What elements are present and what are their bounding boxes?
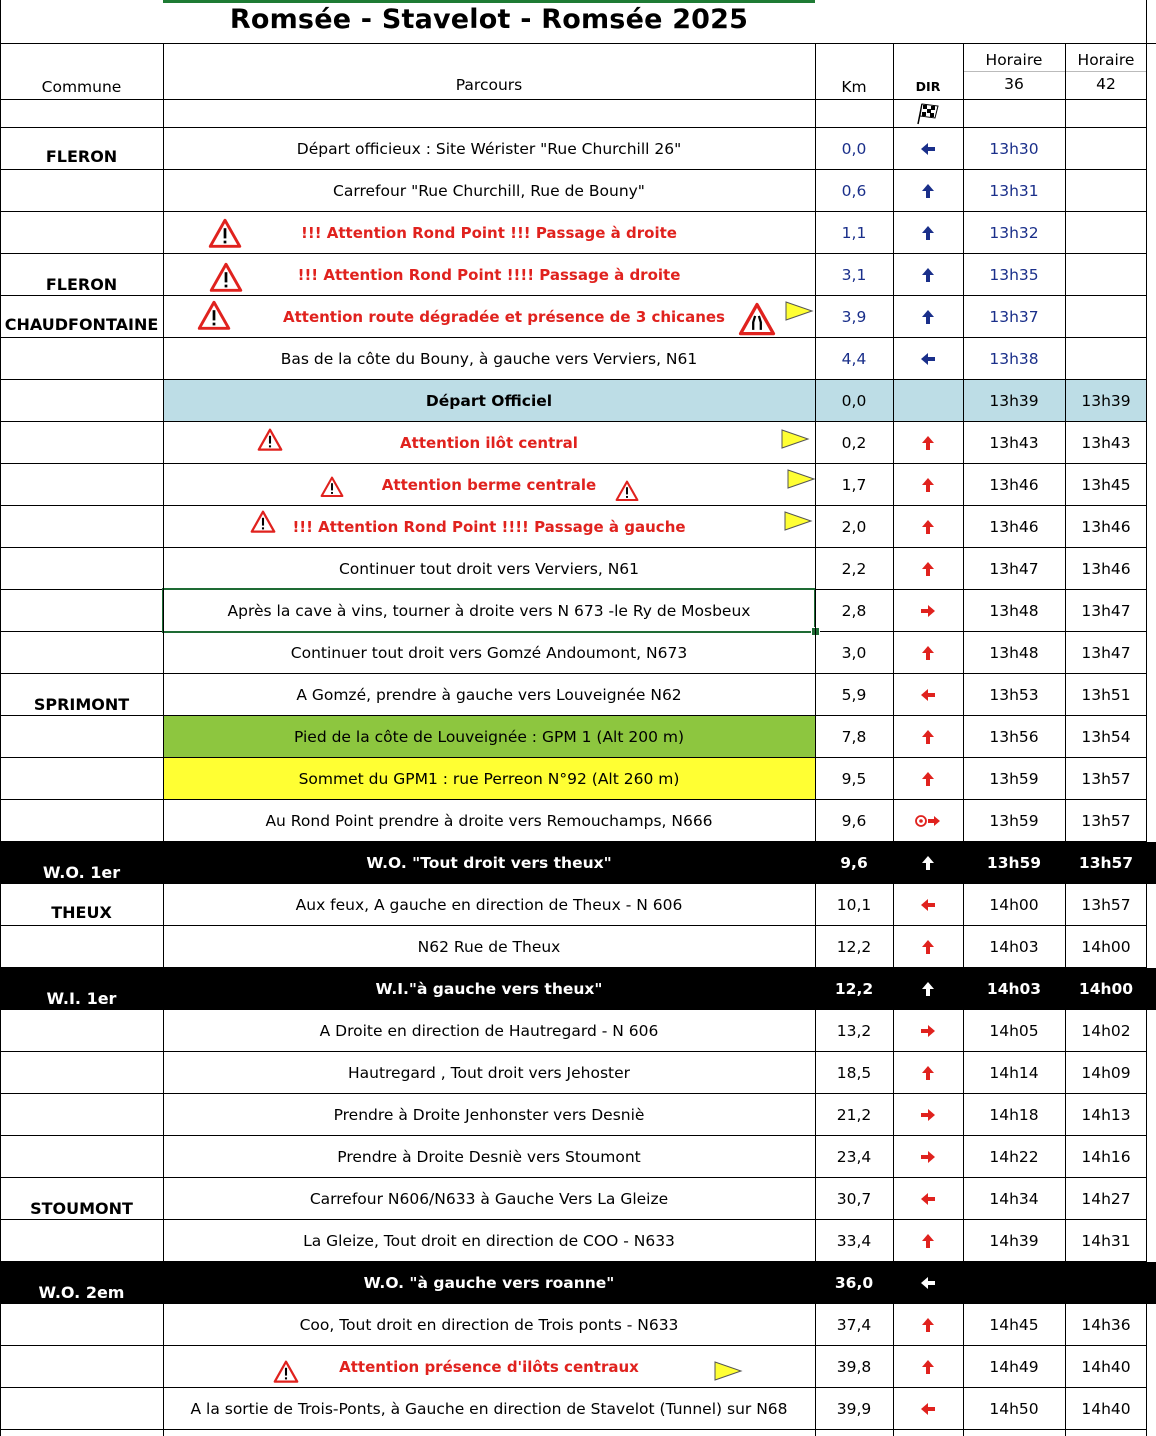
table-row: [0, 464, 1156, 506]
arrow-up-icon: [918, 937, 938, 957]
km-cell[interactable]: 3,1: [841, 266, 867, 284]
km-cell[interactable]: 3,0: [841, 644, 867, 662]
km-cell[interactable]: 4,4: [841, 350, 867, 368]
direction-cell: [893, 1346, 963, 1388]
km-cell[interactable]: 1,7: [841, 476, 867, 494]
horaire-36-cell[interactable]: 13h43: [989, 434, 1039, 452]
header-commune: Commune: [41, 78, 122, 96]
horaire-36-cell[interactable]: 14h00: [989, 896, 1039, 914]
horaire-42-cell[interactable]: 14h00: [1081, 938, 1131, 956]
header-horaire-42-label: Horaire: [1077, 51, 1135, 69]
header-horaire-36-number: 36: [1004, 75, 1024, 93]
direction-cell: [893, 674, 963, 716]
horaire-36-cell[interactable]: 14h05: [989, 1022, 1039, 1040]
horaire-42-cell[interactable]: [1065, 1262, 1147, 1304]
parcours-cell[interactable]: Coo, Tout droit en direction de Trois ponts - N633: [299, 1316, 679, 1334]
header-horaire-42: [1065, 44, 1147, 100]
horaire-42-cell[interactable]: 14h16: [1081, 1148, 1131, 1166]
checkered-flag-icon: [914, 102, 942, 126]
grid-column-line: [893, 44, 894, 1436]
warning-triangle-icon: [273, 1360, 299, 1383]
horaire-42-cell[interactable]: 13h47: [1081, 602, 1131, 620]
direction-cell: [893, 926, 963, 968]
km-cell[interactable]: 5,9: [841, 686, 867, 704]
horaire-42-cell[interactable]: [1065, 170, 1147, 212]
horaire-42-cell[interactable]: 14h02: [1081, 1022, 1131, 1040]
arrow-up-icon: [918, 769, 938, 789]
yellow-pennant-icon: [784, 300, 814, 322]
horaire-42-cell[interactable]: 13h47: [1081, 644, 1131, 662]
horaire-42-cell[interactable]: 14h36: [1081, 1316, 1131, 1334]
arrow-up-icon: [918, 979, 938, 999]
parcours-cell[interactable]: W.O. "Tout droit vers theux": [366, 854, 612, 872]
arrow-left-icon: [918, 895, 938, 915]
arrow-left-icon: [918, 1189, 938, 1209]
table-row: [0, 674, 1156, 716]
title-row: [0, 0, 1156, 44]
header-horaire-36-label: Horaire: [985, 51, 1043, 69]
horaire-42-cell[interactable]: 14h27: [1081, 1190, 1131, 1208]
horaire-42-cell[interactable]: 14h00: [1078, 980, 1134, 998]
km-cell[interactable]: 39,9: [836, 1400, 872, 1418]
direction-cell: [893, 632, 963, 674]
direction-cell: [893, 1136, 963, 1178]
table-row: [0, 380, 1156, 422]
direction-cell: [893, 212, 963, 254]
direction-cell: [893, 1010, 963, 1052]
horaire-42-cell[interactable]: [1065, 128, 1147, 170]
horaire-36-cell[interactable]: 13h59: [986, 854, 1042, 872]
commune-label: STOUMONT: [30, 1199, 133, 1218]
direction-cell: [893, 254, 963, 296]
direction-cell: [893, 842, 963, 884]
arrow-left-icon: [918, 139, 938, 159]
horaire-36-cell[interactable]: 14h22: [989, 1148, 1039, 1166]
header-row: [0, 44, 1156, 100]
horaire-42-cell[interactable]: 13h51: [1081, 686, 1131, 704]
arrow-left-icon: [918, 349, 938, 369]
table-row: [0, 1388, 1156, 1430]
direction-cell: [893, 1220, 963, 1262]
table-row: [0, 548, 1156, 590]
parcours-cell[interactable]: Attention présence d'ilôts centraux: [339, 1358, 639, 1376]
arrow-up-icon: [918, 265, 938, 285]
horaire-42-cell[interactable]: 13h43: [1081, 434, 1131, 452]
table-row: [0, 422, 1156, 464]
km-cell[interactable]: 36,0: [834, 1274, 874, 1292]
horaire-36-cell[interactable]: 13h47: [989, 560, 1039, 578]
parcours-cell[interactable]: A Droite en direction de Hautregard - N 606: [319, 1022, 659, 1040]
horaire-42-cell[interactable]: 13h57: [1081, 896, 1131, 914]
horaire-36-cell[interactable]: 14h34: [989, 1190, 1039, 1208]
direction-cell: [893, 884, 963, 926]
km-cell[interactable]: 2,2: [841, 560, 867, 578]
arrow-roundabout-right-icon: [914, 811, 942, 831]
parcours-cell[interactable]: Départ officieux : Site Wérister "Rue Churchill 26": [296, 140, 682, 158]
horaire-36-cell[interactable]: 14h45: [989, 1316, 1039, 1334]
parcours-cell[interactable]: Bas de la côte du Bouny, à gauche vers Verviers, N61: [280, 350, 698, 368]
horaire-36-cell[interactable]: 13h56: [989, 728, 1039, 746]
horaire-36-cell[interactable]: 14h03: [986, 980, 1042, 998]
km-cell[interactable]: 3,9: [841, 308, 867, 326]
horaire-36-cell[interactable]: [963, 1262, 1065, 1304]
parcours-cell[interactable]: Au Rond Point prendre à droite vers Remouchamps, N666: [265, 812, 713, 830]
direction-cell: [893, 1304, 963, 1346]
header-km: Km: [841, 78, 867, 96]
horaire-42-cell[interactable]: 13h45: [1081, 476, 1131, 494]
horaire-42-cell[interactable]: 13h57: [1081, 770, 1131, 788]
spacer-row: [0, 100, 1156, 128]
km-cell[interactable]: 2,0: [841, 518, 867, 536]
direction-cell: [893, 1052, 963, 1094]
flag-cell: [893, 100, 963, 128]
horaire-42-cell[interactable]: [1065, 254, 1147, 296]
horaire-36-cell[interactable]: 14h03: [989, 938, 1039, 956]
commune-label: FLERON: [45, 275, 118, 294]
table-row: [0, 506, 1156, 548]
direction-cell: [893, 464, 963, 506]
km-cell[interactable]: 37,4: [836, 1316, 872, 1334]
direction-cell: [893, 380, 963, 422]
parcours-cell[interactable]: Prendre à Droite Jenhonster vers Desniè: [333, 1106, 645, 1124]
table-row: [0, 338, 1156, 380]
arrow-right-icon: [918, 1147, 938, 1167]
grid-column-line: [0, 0, 1, 1436]
direction-cell: [893, 128, 963, 170]
yellow-pennant-icon: [713, 1360, 743, 1382]
horaire-36-cell[interactable]: 13h46: [989, 476, 1039, 494]
parcours-cell[interactable]: W.I."à gauche vers theux": [375, 980, 603, 998]
km-cell[interactable]: 13,2: [836, 1022, 872, 1040]
table-row: [0, 1052, 1156, 1094]
km-cell[interactable]: 0,0: [841, 140, 867, 158]
arrow-up-icon: [918, 517, 938, 537]
arrow-up-icon: [918, 727, 938, 747]
parcours-cell[interactable]: Hautregard , Tout droit vers Jehoster: [347, 1064, 631, 1082]
horaire-42-cell[interactable]: [1065, 338, 1147, 380]
horaire-36-cell[interactable]: 13h37: [989, 308, 1039, 326]
horaire-42-cell[interactable]: [1065, 296, 1147, 338]
warning-triangle-icon: [250, 510, 276, 533]
horaire-36-cell[interactable]: 13h30: [989, 140, 1039, 158]
direction-cell: [893, 968, 963, 1010]
arrow-right-icon: [918, 601, 938, 621]
page-title: Romsée - Stavelot - Romsée 2025: [229, 4, 749, 35]
direction-cell: [893, 800, 963, 842]
table-row: [0, 632, 1156, 674]
grid-column-line: [1065, 44, 1066, 1436]
km-cell[interactable]: 9,6: [841, 812, 867, 830]
horaire-42-cell[interactable]: 13h46: [1081, 518, 1131, 536]
table-row: [0, 254, 1156, 296]
table-row: [0, 758, 1156, 800]
parcours-cell[interactable]: Prendre à Droite Desniè vers Stoumont: [337, 1148, 641, 1166]
direction-cell: [893, 1262, 963, 1304]
horaire-36-cell[interactable]: 14h18: [989, 1106, 1039, 1124]
table-row: [0, 1178, 1156, 1220]
horaire-42-cell[interactable]: [1065, 212, 1147, 254]
parcours-cell[interactable]: Pied de la côte de Louveignée : GPM 1 (Alt 200 m): [293, 728, 685, 746]
arrow-up-icon: [918, 223, 938, 243]
header-horaire-42-number: 42: [1096, 75, 1116, 93]
table-row: [0, 1346, 1156, 1388]
header-parcours: Parcours: [455, 75, 523, 94]
horaire-42-cell[interactable]: 13h39: [1081, 392, 1131, 410]
direction-cell: [893, 506, 963, 548]
horaire-36-cell[interactable]: 13h31: [989, 182, 1039, 200]
yellow-pennant-icon: [780, 428, 810, 450]
km-cell[interactable]: 21,2: [836, 1106, 872, 1124]
km-cell[interactable]: 10,1: [836, 896, 872, 914]
table-row: [0, 1304, 1156, 1346]
horaire-36-cell[interactable]: 14h39: [989, 1232, 1039, 1250]
commune-label: FLERON: [45, 147, 118, 166]
direction-cell: [893, 170, 963, 212]
horaire-36-cell[interactable]: 14h50: [989, 1400, 1039, 1418]
horaire-42-cell[interactable]: 13h57: [1081, 812, 1131, 830]
horaire-36-cell[interactable]: 13h53: [989, 686, 1039, 704]
cell-selection[interactable]: [162, 588, 816, 633]
parcours-cell[interactable]: !!! Attention Rond Point !!! Passage à droite: [301, 224, 677, 242]
km-cell[interactable]: 12,2: [834, 980, 874, 998]
table-row: [0, 926, 1156, 968]
arrow-right-icon: [918, 1021, 938, 1041]
arrow-up-icon: [918, 475, 938, 495]
header-dir: DIR: [915, 79, 941, 94]
table-row: [0, 1220, 1156, 1262]
table-row: [0, 716, 1156, 758]
warning-triangle-icon: [320, 476, 344, 498]
horaire-36-cell[interactable]: 13h35: [989, 266, 1039, 284]
km-cell[interactable]: 12,2: [836, 938, 872, 956]
arrow-up-icon: [918, 643, 938, 663]
table-row: [0, 296, 1156, 338]
km-cell[interactable]: 9,5: [841, 770, 867, 788]
horaire-42-cell[interactable]: 14h13: [1081, 1106, 1131, 1124]
direction-cell: [893, 422, 963, 464]
km-cell[interactable]: 39,8: [836, 1358, 872, 1376]
parcours-cell[interactable]: A Gomzé, prendre à gauche vers Louveignée N62: [296, 686, 682, 704]
warning-triangle-icon: [615, 480, 639, 502]
parcours-cell[interactable]: W.O. "à gauche vers roanne": [363, 1274, 615, 1292]
arrow-up-icon: [918, 1231, 938, 1251]
direction-cell: [893, 548, 963, 590]
commune-label: THEUX: [51, 903, 112, 922]
parcours-cell[interactable]: Continuer tout droit vers Gomzé Andoumont, N673: [290, 644, 688, 662]
table-row: [0, 968, 1156, 1010]
arrow-up-icon: [918, 181, 938, 201]
direction-cell: [893, 716, 963, 758]
km-cell[interactable]: 7,8: [841, 728, 867, 746]
parcours-cell[interactable]: Sommet du GPM1 : rue Perreon N°92 (Alt 260 m): [298, 770, 680, 788]
parcours-cell[interactable]: La Gleize, Tout droit en direction de COO - N633: [303, 1232, 675, 1250]
horaire-42-cell[interactable]: 14h40: [1081, 1400, 1131, 1418]
km-cell[interactable]: 23,4: [836, 1148, 872, 1166]
direction-cell: [893, 590, 963, 632]
horaire-36-cell[interactable]: 13h39: [989, 392, 1039, 410]
arrow-right-icon: [918, 1105, 938, 1125]
direction-cell: [893, 758, 963, 800]
km-cell[interactable]: 0,2: [841, 434, 867, 452]
table-row: [0, 884, 1156, 926]
commune-label: W.O. 1er: [42, 863, 121, 882]
arrow-left-icon: [918, 1399, 938, 1419]
horaire-36-cell[interactable]: 13h38: [989, 350, 1039, 368]
grid-column-line: [163, 44, 164, 1436]
horaire-36-cell[interactable]: 13h48: [989, 644, 1039, 662]
warning-triangle-icon: [257, 428, 283, 451]
commune-label: SPRIMONT: [33, 695, 130, 714]
horaire-36-cell[interactable]: 13h46: [989, 518, 1039, 536]
table-row: [0, 212, 1156, 254]
km-cell[interactable]: 2,8: [841, 602, 867, 620]
parcours-cell[interactable]: Attention route dégradée et présence de 3 chicanes: [283, 308, 725, 326]
warning-triangle-icon: [197, 300, 231, 331]
arrow-up-icon: [918, 559, 938, 579]
warning-triangle-icon: [208, 218, 242, 249]
yellow-pennant-icon: [786, 468, 816, 490]
parcours-cell[interactable]: Carrefour N606/N633 à Gauche Vers La Gleize: [309, 1190, 669, 1208]
warning-triangle-icon: [209, 262, 243, 293]
parcours-cell[interactable]: Attention berme centrale: [381, 476, 597, 494]
horaire-42-cell[interactable]: 14h09: [1081, 1064, 1131, 1082]
narrow-road-sign-icon: [738, 302, 776, 336]
commune-label: W.O. 2em: [38, 1283, 125, 1302]
direction-cell: [893, 296, 963, 338]
horaire-36-cell[interactable]: 13h59: [989, 812, 1039, 830]
arrow-up-icon: [918, 1063, 938, 1083]
table-row: [0, 842, 1156, 884]
yellow-pennant-icon: [783, 510, 813, 532]
direction-cell: [893, 1094, 963, 1136]
arrow-up-icon: [918, 853, 938, 873]
arrow-left-icon: [918, 685, 938, 705]
km-cell[interactable]: 30,7: [836, 1190, 872, 1208]
table-row: [0, 1010, 1156, 1052]
parcours-cell[interactable]: Départ Officiel: [425, 392, 553, 410]
km-cell[interactable]: 1,1: [841, 224, 867, 242]
km-cell[interactable]: 0,0: [841, 392, 867, 410]
table-row: [0, 170, 1156, 212]
horaire-42-cell[interactable]: 14h40: [1081, 1358, 1131, 1376]
horaire-42-cell[interactable]: 14h31: [1081, 1232, 1131, 1250]
arrow-up-icon: [918, 1315, 938, 1335]
table-row: [0, 1262, 1156, 1304]
table-row: [0, 800, 1156, 842]
grid-column-line: [1146, 0, 1147, 1436]
parcours-cell[interactable]: Aux feux, A gauche en direction de Theux - N 606: [295, 896, 683, 914]
header-horaire-36: [963, 44, 1065, 100]
arrow-up-icon: [918, 307, 938, 327]
direction-cell: [893, 1388, 963, 1430]
horaire-36-cell[interactable]: 13h32: [989, 224, 1039, 242]
km-cell[interactable]: 9,6: [840, 854, 868, 872]
table-row: [0, 1094, 1156, 1136]
grid-column-line: [815, 44, 816, 1436]
arrow-up-icon: [918, 1357, 938, 1377]
table-row: [0, 1136, 1156, 1178]
parcours-cell[interactable]: A la sortie de Trois-Ponts, à Gauche en direction de Stavelot (Tunnel) sur N68: [190, 1400, 788, 1418]
parcours-cell[interactable]: !!! Attention Rond Point !!!! Passage à gauche: [292, 518, 686, 536]
parcours-cell[interactable]: !!! Attention Rond Point !!!! Passage à droite: [297, 266, 681, 284]
arrow-left-icon: [918, 1273, 938, 1293]
km-cell[interactable]: 0,6: [841, 182, 867, 200]
grid-column-line: [963, 44, 964, 1436]
parcours-cell[interactable]: Attention ilôt central: [400, 434, 578, 452]
parcours-cell[interactable]: Continuer tout droit vers Verviers, N61: [338, 560, 640, 578]
commune-label: CHAUDFONTAINE: [4, 315, 159, 334]
parcours-cell[interactable]: N62 Rue de Theux: [417, 938, 561, 956]
horaire-42-cell[interactable]: 13h57: [1078, 854, 1134, 872]
horaire-36-cell[interactable]: 13h59: [989, 770, 1039, 788]
horaire-36-cell[interactable]: 14h49: [989, 1358, 1039, 1376]
table-row: [0, 128, 1156, 170]
selection-edge: [163, 0, 815, 3]
km-cell[interactable]: 33,4: [836, 1232, 872, 1250]
parcours-cell[interactable]: Après la cave à vins, tourner à droite vers N 673 -le Ry de Mosbeux: [227, 602, 751, 620]
horaire-42-cell[interactable]: 13h46: [1081, 560, 1131, 578]
arrow-up-icon: [918, 433, 938, 453]
horaire-42-cell[interactable]: 13h54: [1081, 728, 1131, 746]
horaire-36-cell[interactable]: 14h14: [989, 1064, 1039, 1082]
horaire-36-cell[interactable]: 13h48: [989, 602, 1039, 620]
parcours-cell[interactable]: Carrefour "Rue Churchill, Rue de Bouny": [333, 182, 645, 200]
km-cell[interactable]: 18,5: [836, 1064, 872, 1082]
commune-label: W.I. 1er: [46, 989, 117, 1008]
direction-cell: [893, 338, 963, 380]
direction-cell: [893, 1178, 963, 1220]
